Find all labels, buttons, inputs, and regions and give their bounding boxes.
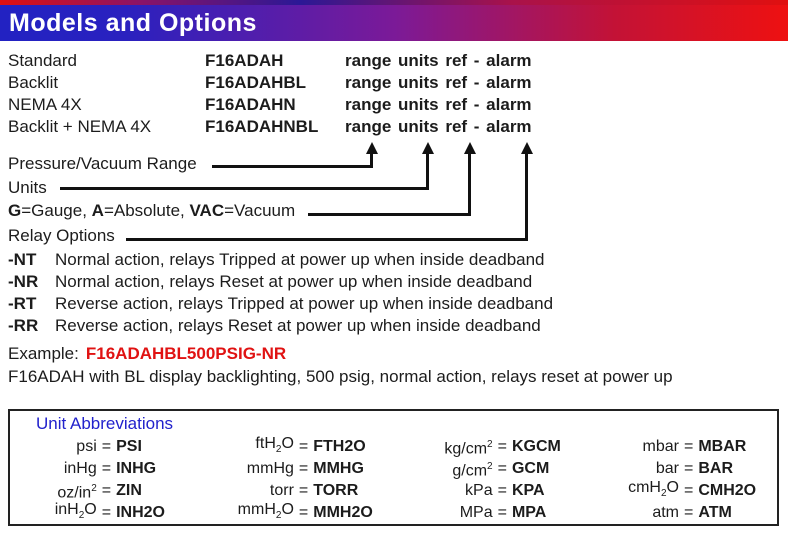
model-suffix: range units ref - alarm bbox=[345, 117, 532, 136]
relay-code: -RT bbox=[8, 294, 37, 313]
unit-name: kPa bbox=[465, 482, 493, 499]
unit-abbreviation: INH2O bbox=[116, 504, 165, 521]
relay-description: Normal action, relays Tripped at power up when inside deadband bbox=[55, 250, 545, 269]
relay-code: -NT bbox=[8, 250, 37, 269]
equals-sign: = bbox=[101, 482, 112, 499]
ref-arrow-line bbox=[308, 213, 471, 216]
unit-cell bbox=[10, 502, 199, 524]
unit-abbreviation: ATM bbox=[698, 504, 732, 521]
unit-table-grid bbox=[10, 436, 777, 524]
unit-abbreviation: MMH2O bbox=[313, 504, 373, 521]
unit-cell bbox=[199, 502, 404, 524]
equals-sign: = bbox=[497, 504, 507, 521]
equals-sign: = bbox=[298, 482, 309, 499]
unit-cell bbox=[597, 436, 777, 458]
model-label: Standard bbox=[8, 51, 77, 70]
relay-code: -NR bbox=[8, 272, 39, 291]
relay-row bbox=[8, 315, 708, 337]
relay-row bbox=[8, 293, 708, 315]
relay-row bbox=[8, 249, 708, 271]
absolute-text: =Absolute, bbox=[103, 201, 190, 220]
unit-abbreviation: FTH2O bbox=[313, 438, 366, 455]
equals-sign: = bbox=[497, 482, 507, 499]
model-label: Backlit + NEMA 4X bbox=[8, 117, 152, 136]
equals-sign: = bbox=[683, 438, 694, 455]
model-row bbox=[8, 50, 708, 72]
unit-name: bar bbox=[655, 460, 679, 477]
model-number: F16ADAHNBL bbox=[205, 117, 319, 136]
model-label: NEMA 4X bbox=[8, 95, 82, 114]
gauge-code: G bbox=[8, 201, 22, 220]
unit-abbreviation: MBAR bbox=[698, 438, 747, 455]
gauge-text: =Gauge, bbox=[21, 201, 92, 220]
unit-abbreviation: TORR bbox=[313, 482, 359, 499]
example-code: F16ADAHBL500PSIG-NR bbox=[85, 344, 287, 363]
example-description: F16ADAH with BL display backlighting, 500 psig, normal action, relays reset at power up bbox=[8, 367, 673, 386]
relay-description: Reverse action, relays Reset at power up when inside deadband bbox=[55, 316, 541, 335]
unit-cell bbox=[597, 502, 777, 524]
unit-cell bbox=[404, 436, 597, 458]
range-arrowhead-icon bbox=[366, 142, 378, 154]
unit-abbreviation: PSI bbox=[116, 438, 142, 455]
unit-abbreviation: CMH2O bbox=[698, 482, 757, 499]
unit-abbreviation: ZIN bbox=[116, 482, 142, 499]
relay-description: Normal action, relays Reset at power up when inside deadband bbox=[55, 272, 533, 291]
equals-sign: = bbox=[298, 504, 309, 521]
equals-sign: = bbox=[298, 438, 309, 455]
unit-abbreviation: MPA bbox=[511, 504, 547, 521]
model-number: F16ADAHBL bbox=[205, 73, 307, 92]
unit-cell bbox=[597, 480, 777, 502]
equals-sign: = bbox=[101, 504, 112, 521]
reference-legend bbox=[8, 201, 295, 221]
relay-row bbox=[8, 271, 708, 293]
unit-abbreviation: GCM bbox=[511, 460, 550, 477]
model-suffix: range units ref - alarm bbox=[345, 51, 532, 70]
unit-abbreviation: BAR bbox=[698, 460, 733, 477]
relay-option-list bbox=[8, 249, 708, 337]
model-row bbox=[8, 72, 708, 94]
equals-sign: = bbox=[101, 438, 112, 455]
relay-options-label: Relay Options bbox=[8, 226, 115, 245]
units-arrow-stem bbox=[426, 153, 429, 190]
unit-cell bbox=[10, 458, 199, 480]
unit-abbreviation: KGCM bbox=[511, 438, 561, 455]
unit-abbreviation: INHG bbox=[116, 460, 157, 477]
example-line bbox=[8, 343, 286, 364]
unit-name: torr bbox=[269, 482, 294, 499]
unit-name: $oz/in^2$ bbox=[57, 482, 97, 502]
unit-abbreviations-table bbox=[8, 409, 779, 526]
unit-table-title: Unit Abbreviations bbox=[36, 414, 174, 433]
unit-abbreviation: KPA bbox=[511, 482, 545, 499]
range-label: Pressure/Vacuum Range bbox=[8, 154, 197, 173]
unit-name: ftH$_2$O bbox=[255, 434, 294, 456]
unit-cell bbox=[199, 458, 404, 480]
model-suffix: range units ref - alarm bbox=[345, 73, 532, 92]
equals-sign: = bbox=[497, 438, 507, 455]
example-prefix: Example: bbox=[8, 344, 79, 363]
vacuum-text: =Vacuum bbox=[224, 201, 296, 220]
ref-arrowhead-icon bbox=[464, 142, 476, 154]
unit-cell bbox=[199, 436, 404, 458]
equals-sign: = bbox=[101, 460, 112, 477]
units-arrow-line bbox=[60, 187, 429, 190]
model-row bbox=[8, 116, 708, 138]
equals-sign: = bbox=[298, 460, 309, 477]
unit-cell bbox=[10, 436, 199, 458]
unit-cell bbox=[404, 458, 597, 480]
relay-code: -RR bbox=[8, 316, 39, 335]
unit-name: mmHg bbox=[246, 460, 294, 477]
unit-name: $kg/cm^2$ bbox=[444, 438, 493, 458]
units-label: Units bbox=[8, 178, 47, 197]
unit-cell bbox=[404, 502, 597, 524]
model-suffix: range units ref - alarm bbox=[345, 95, 532, 114]
unit-name: cmH$_2$O bbox=[628, 478, 679, 500]
alarm-arrow-stem bbox=[525, 153, 528, 241]
unit-name: inH$_2$O bbox=[54, 500, 97, 522]
header-banner bbox=[0, 5, 788, 41]
unit-abbreviation: MMHG bbox=[313, 460, 364, 477]
alarm-arrow-line bbox=[126, 238, 528, 241]
unit-name: MPa bbox=[459, 504, 493, 521]
equals-sign: = bbox=[683, 504, 694, 521]
relay-description: Reverse action, relays Tripped at power up when inside deadband bbox=[55, 294, 554, 313]
model-list bbox=[8, 50, 708, 138]
model-number: F16ADAH bbox=[205, 51, 284, 70]
unit-name: mmH$_2$O bbox=[237, 500, 294, 522]
unit-name: inHg bbox=[63, 460, 97, 477]
ref-arrow-stem bbox=[468, 153, 471, 216]
unit-name: $g/cm^2$ bbox=[452, 460, 493, 480]
unit-name: atm bbox=[652, 504, 679, 521]
unit-cell bbox=[404, 480, 597, 502]
range-arrow-line bbox=[212, 165, 373, 168]
vacuum-code: VAC bbox=[189, 201, 225, 220]
model-label: Backlit bbox=[8, 73, 59, 92]
unit-name: mbar bbox=[642, 438, 679, 455]
equals-sign: = bbox=[497, 460, 507, 477]
absolute-code: A bbox=[91, 201, 104, 220]
model-number: F16ADAHN bbox=[205, 95, 296, 114]
page-title: Models and Options bbox=[9, 9, 257, 37]
unit-name: psi bbox=[76, 438, 97, 455]
units-arrowhead-icon bbox=[422, 142, 434, 154]
range-arrow-stem bbox=[370, 153, 373, 168]
equals-sign: = bbox=[683, 482, 694, 499]
alarm-arrowhead-icon bbox=[521, 142, 533, 154]
model-row bbox=[8, 94, 708, 116]
equals-sign: = bbox=[683, 460, 694, 477]
